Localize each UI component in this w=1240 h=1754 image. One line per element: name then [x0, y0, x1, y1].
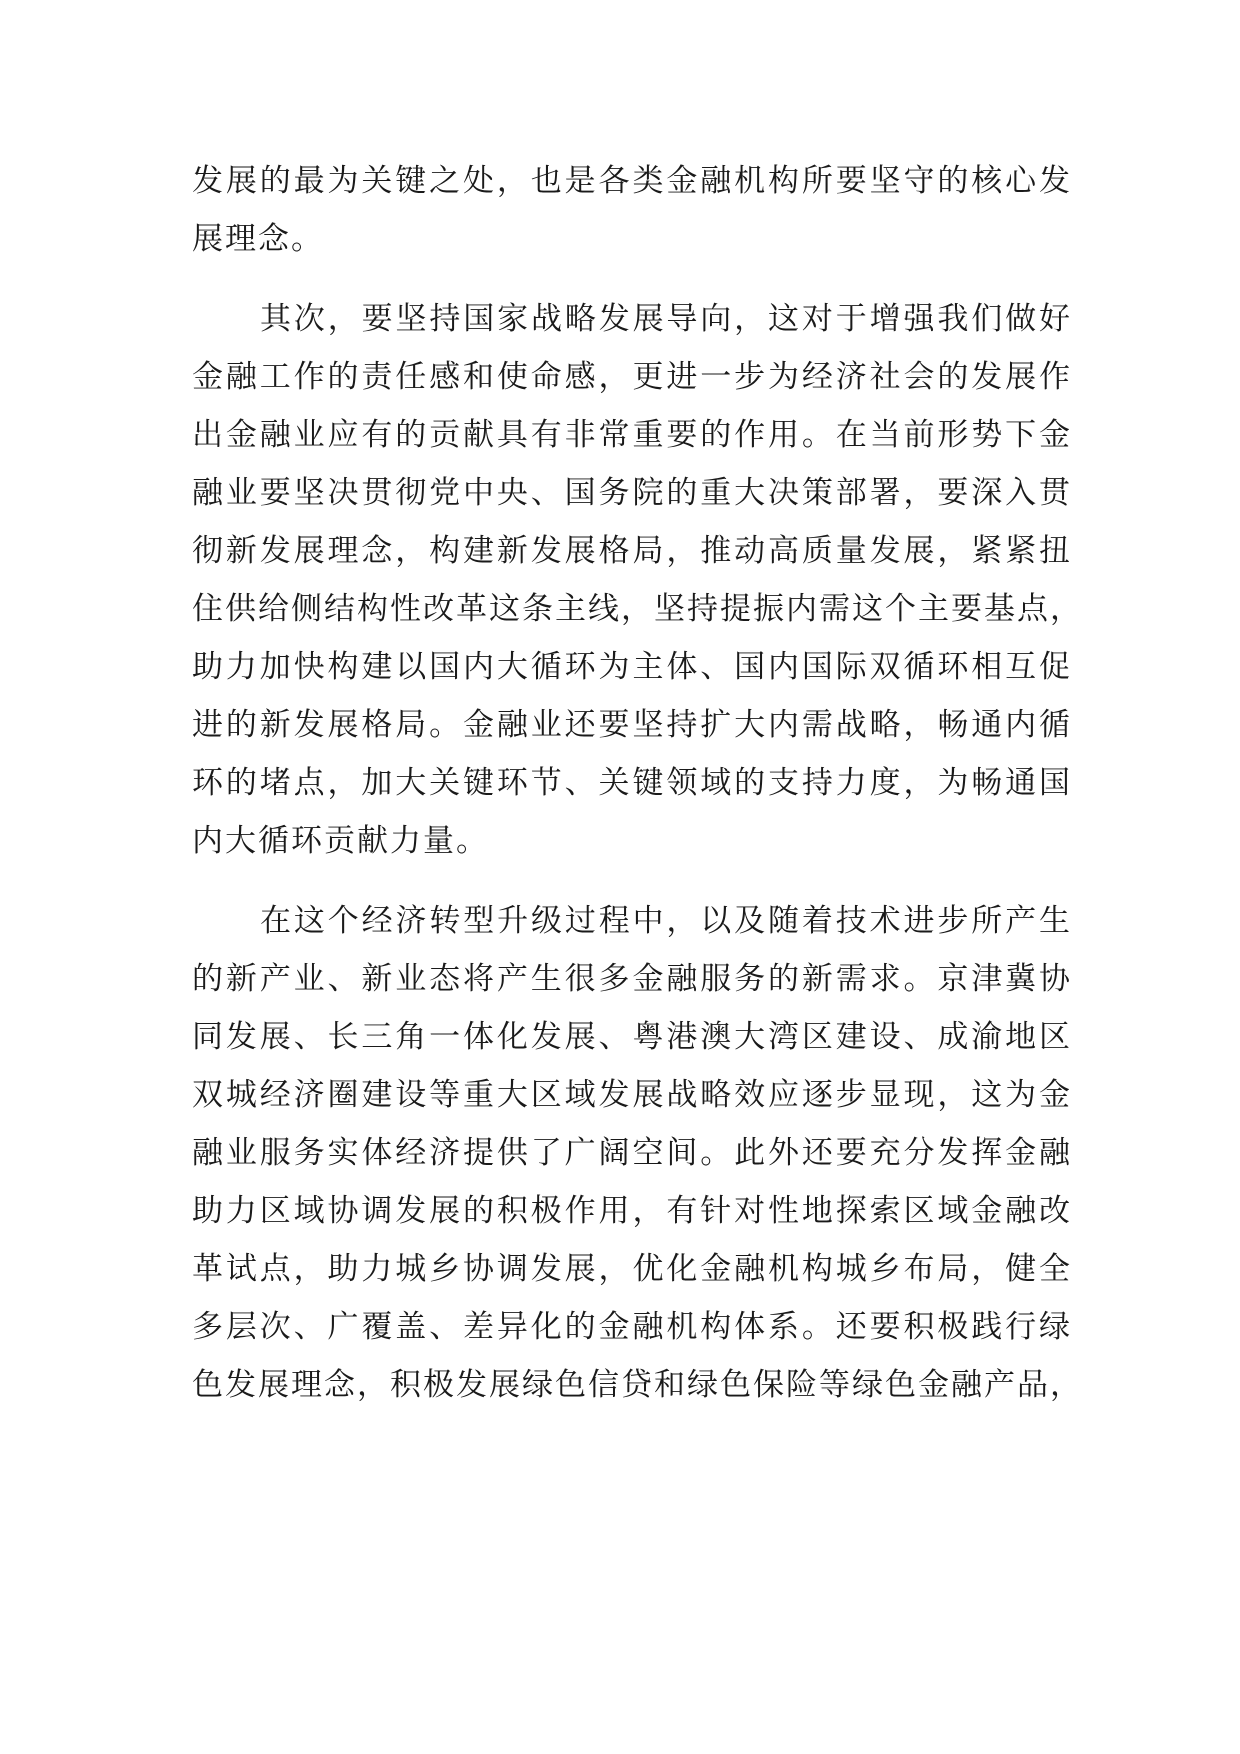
text-line: 多层次、广覆盖、差异化的金融机构体系。还要积极践行绿: [192, 1309, 1072, 1345]
text-line: 环的堵点，加大关键环节、关键领域的支持力度，为畅通国: [192, 765, 1072, 801]
text-line: 助力加快构建以国内大循环为主体、国内国际双循环相互促: [192, 649, 1072, 685]
paragraph-spacer: [192, 268, 1072, 290]
text-line: 色发展理念，积极发展绿色信贷和绿色保险等绿色金融产品，: [192, 1367, 1083, 1403]
text-line: 金融工作的责任感和使命感，更进一步为经济社会的发展作: [192, 359, 1072, 395]
body-text: [192, 152, 1083, 1414]
text-line: 助力区域协调发展的积极作用，有针对性地探索区域金融改: [192, 1193, 1072, 1229]
paragraph-3: [192, 892, 1083, 1414]
text-line: 内大循环贡献力量。: [192, 823, 489, 859]
text-line: 出金融业应有的贡献具有非常重要的作用。在当前形势下金: [192, 417, 1072, 453]
text-line: 彻新发展理念，构建新发展格局，推动高质量发展，紧紧扭: [192, 533, 1072, 569]
text-line: 在这个经济转型升级过程中，以及随着技术进步所产生: [260, 903, 1072, 939]
text-line: 融业要坚决贯彻党中央、国务院的重大决策部署，要深入贯: [192, 475, 1072, 511]
text-line: 同发展、长三角一体化发展、粤港澳大湾区建设、成渝地区: [192, 1019, 1072, 1055]
paragraph-2: [192, 290, 1083, 870]
text-line: 的新产业、新业态将产生很多金融服务的新需求。京津冀协: [192, 961, 1072, 997]
paragraph-1: [192, 152, 1072, 268]
text-line: 进的新发展格局。金融业还要坚持扩大内需战略，畅通内循: [192, 707, 1072, 743]
text-line: 其次，要坚持国家战略发展导向，这对于增强我们做好: [260, 301, 1072, 337]
text-line: 展理念。: [192, 221, 324, 257]
paragraph-spacer: [192, 870, 1072, 892]
text-line: 发展的最为关键之处，也是各类金融机构所要坚守的核心发: [192, 163, 1072, 199]
text-line: 革试点，助力城乡协调发展，优化金融机构城乡布局，健全: [192, 1251, 1072, 1287]
text-line: 住供给侧结构性改革这条主线，坚持提振内需这个主要基点，: [192, 591, 1083, 627]
text-line: 双城经济圈建设等重大区域发展战略效应逐步显现，这为金: [192, 1077, 1072, 1113]
text-line: 融业服务实体经济提供了广阔空间。此外还要充分发挥金融: [192, 1135, 1072, 1171]
